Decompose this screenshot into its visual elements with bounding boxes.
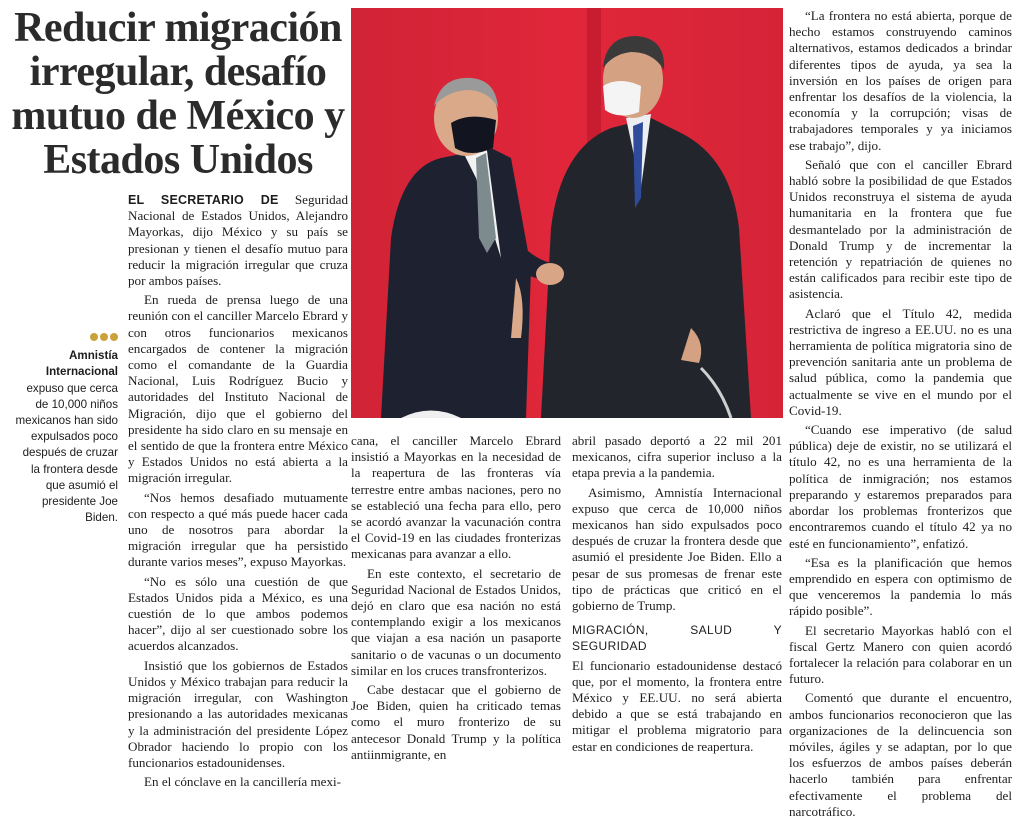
handshake-illustration [351,8,783,418]
paragraph: Comentó que durante el encuentro, ambos funcionarios reconocieron que las organizaciones de la delincuencia son móviles, ágiles y se adaptan, por lo que los esfuerzos de ambos países deberán hacerlo también para enfrentar efectivamente el problema del narcotráfico. [789,690,1012,819]
lead-in: EL SECRETARIO DE [128,193,279,207]
paragraph [128,192,348,289]
headline: Reducir migración irregular, desafío mutuo de México y Estados Unidos [11,5,345,183]
paragraph-text: Seguridad Nacional de Estados Unidos, Alejandro Mayorkas, dijo México y su país se presionan y tienen el desafío mutuo para reducir la migración irregular que cruza por ambos países. [128,192,348,289]
paragraph: En este contexto, el secretario de Seguridad Nacional de Estados Unidos, dejó en claro que esa nación no está contemplando exigir a los mexicanos que viajan a esa nación un pasaporte sanitario o de vacunas o un documento similar en los cruces transfronterizos. [351,565,561,678]
photo-caption [14,330,118,526]
paragraph: Señaló que con el canciller Ebrard habló sobre la posibilidad de que Estados Unidos reconstruya el sistema de ayuda humanitaria en la frontera que fue desmantelado por la administración de Donald Trump y de incrementar la retención y repatriación de quienes no están calificados para recibir este tipo de asistencia. [789,156,1012,302]
paragraph: Aclaró que el Título 42, medida restrictiva de ingreso a EE.UU. no es una herramienta de política migratoria sino de prevención sanitaria ante un problema de salud pública, como la pandemia que actualmente se vive en el mundo por el Covid-19. [789,305,1012,418]
article-column-2 [351,433,561,766]
paragraph: “Nos hemos desafiado mutuamente con respecto a qué más puede hacer cada uno de nosotros para abordar la migración irregular que ha persistido durante varios meses”, expuso Mayorkas. [128,489,348,570]
article-column-3 [572,433,782,758]
caption-dot [90,333,98,341]
paragraph: El secretario Mayorkas habló con el fiscal Gertz Manero con quien acordó fortalecer la relación para colaborar en un futuro. [789,622,1012,687]
caption-dot [100,333,108,341]
paragraph: En el cónclave en la cancillería mexi- [144,774,342,790]
caption-text: expuso que cerca de 10,000 niños mexicanos han sido expulsados poco después de cruzar la frontera desde que asumió el presidente Joe Biden. [15,381,118,525]
paragraph: Asimismo, Amnistía Internacional expuso que cerca de 10,000 niños mexicanos han sido expulsados poco después de cruzar la frontera desde que asumió el presidente Joe Biden. Ello a pesar de sus promesas de frenar este tipo de prácticas que criticó en el gobierno de Trump. [572,484,782,614]
paragraph: “La frontera no está abierta, porque de hecho estamos construyendo caminos alternativos, estamos dedicados a brindar diferentes tipos de ayuda, ya sea la inversión en los países de origen para enfrentar los desafíos de la violencia, la economía y la corrupción; visas de trabajadores temporales y ya iniciamos ese trabajo”, dijo. [789,8,1012,153]
paragraph: Cabe destacar que el gobierno de Joe Biden, quien ha criticado temas como el muro fronterizo de su antecesor Donald Trump y la política antiinmigrante, en [351,682,561,762]
paragraph: El funcionario estadounidense destacó que, por el momento, la frontera entre México y EE.UU. no será abierta debido a que se está trabajando en mitigar el problema migratorio para estar en condiciones de reapertura. [572,657,782,754]
caption-dot [110,333,118,341]
article-column-1 [128,192,348,793]
paragraph: “Esa es la planificación que hemos emprendido en espera con optimismo de que venceremos la pandemia lo más rápido posible”. [789,554,1012,619]
paragraph: abril pasado deportó a 22 mil 201 mexicanos, cifra superior incluso a la etapa previa a la pandemia. [572,433,782,481]
paragraph: cana, el canciller Marcelo Ebrard insistió a Mayorkas en la necesidad de la reapertura de las fronteras vía terrestre entre ambas naciones, pero no se estableció una fecha para ello, pero se acordó avanzar la vacunación contra el Covid-19 en las ciudades fronterizas mexicanas para avanzar a ello. [351,433,561,562]
paragraph: Insistió que los gobiernos de Estados Unidos y México trabajan para reducir la migración irregular, con Washington presionando a las autoridades mexicanas y la administración del presidente López Obrador haciendo lo propio con los funcionarios estadounidenses. [128,657,348,770]
caption-bold: Amnistía Internacional [45,349,118,379]
article-column-4 [789,8,1012,823]
paragraph: En rueda de prensa luego de una reunión con el canciller Marcelo Ebrard y con otros funcionarios mexicanos encargados de contener la migración como el comandante de la Guardia Nacional, Luis Rodríguez Bucio y autoridades del Instituto Nacional de Migración, dijo que el gobierno del presidente ha sido claro en su mensaje en el sentido de que la frontera entre México y Estados Unidos no está abierta a la migración irregular. [128,292,348,486]
paragraph: “No es sólo una cuestión de que Estados Unidos pida a México, es una cuestión de lo que ambos podemos hacer”, dijo al ser cuestionado sobre los acuerdos alcanzados. [128,573,348,654]
caption-dots [14,330,118,346]
section-subhead: MIGRACIÓN, SALUD Y SEGURIDAD [572,623,782,654]
paragraph: “Cuando ese imperativo (de salud pública) deje de existir, no se utilizará el título 42, no es una herramienta de la política de inmigración; nos estamos preparando y estaremos preparados para abordar los problemas fronterizos que encontraremos cuando el título 42 ya no esté en funcionamiento”, enfatizó. [789,422,1012,551]
news-photo [351,8,783,418]
